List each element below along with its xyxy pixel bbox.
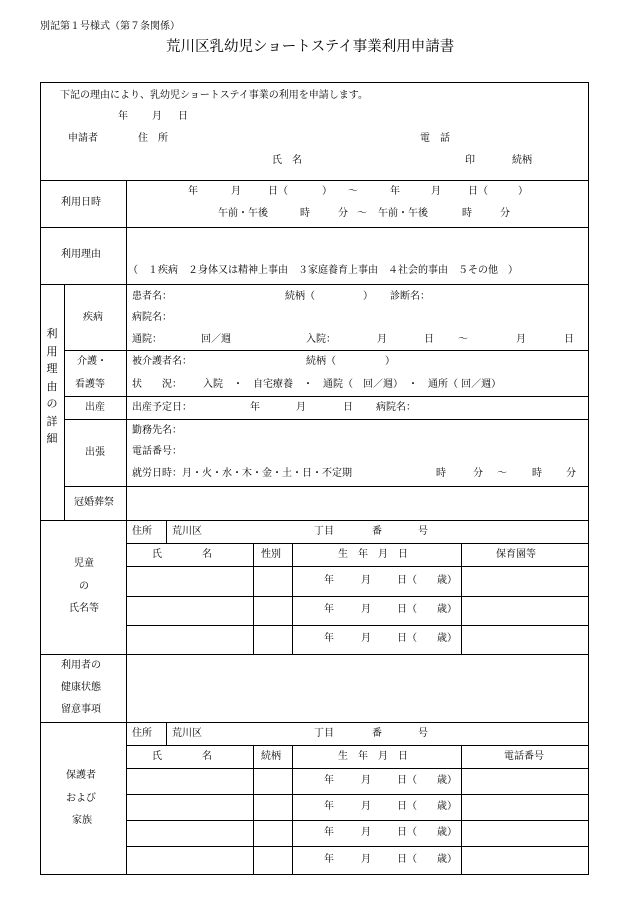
children-label-3: 氏名等	[69, 603, 99, 614]
health-label-1: 利用者の	[61, 660, 101, 671]
usage-year-a: 年	[188, 186, 198, 197]
usage-tilde-2: ～	[357, 208, 367, 219]
divider	[292, 745, 293, 875]
children-label-2: の	[79, 581, 89, 592]
guardians-chome: 丁目	[314, 728, 334, 739]
care-status-options: 入院 ・ 自宅療養 ・ 通院（ 回／週） ・ 通所（ 回／週）	[203, 379, 502, 390]
usage-day-b: 日（	[468, 186, 488, 197]
children-chome: 丁目	[314, 526, 334, 537]
usage-reason-label: 利用理由	[61, 249, 101, 260]
divider	[64, 396, 589, 397]
page-title: 荒川区乳幼児ショートステイ事業利用申請書	[166, 39, 455, 55]
patient-relation-close: ）	[363, 291, 373, 302]
work-hour-b: 時	[532, 468, 542, 479]
divider	[126, 566, 589, 567]
cared-name-label: 被介護者名：	[132, 356, 192, 367]
usage-day-a: 日（	[268, 186, 288, 197]
divider	[64, 419, 589, 420]
seal-label: 印	[465, 155, 475, 166]
phone-label: 電 話	[420, 133, 450, 144]
date-year-label: 年	[118, 111, 128, 122]
guardians-col-name: 氏 名	[152, 751, 212, 762]
relation-label: 続柄	[512, 155, 532, 166]
usage-hour-a: 時	[300, 208, 310, 219]
children-col-name: 氏 名	[152, 549, 212, 560]
work-min-a: 分	[473, 468, 483, 479]
diagnosis-label: 診断名：	[390, 291, 430, 302]
guardians-label-2: および	[66, 793, 96, 804]
guardians-ward: 荒川区	[172, 728, 202, 739]
work-tilde: ～	[497, 468, 507, 479]
care-label-1: 介護・	[77, 356, 107, 367]
children-ward: 荒川区	[172, 526, 202, 537]
admission-day-b: 日	[564, 334, 574, 345]
patient-name-label: 患者名：	[132, 291, 172, 302]
admission-tilde: ～	[458, 334, 468, 345]
usage-reason-options: （ １疾病 ２身体又は精神上事由 ３家庭養育上事由 ４社会的事由 ５その他 ）	[128, 265, 518, 276]
divider	[126, 846, 589, 847]
applicant-label: 申請者	[68, 133, 98, 144]
divider	[126, 794, 589, 795]
health-label-2: 健康状態	[61, 682, 101, 693]
divider	[126, 180, 127, 284]
usage-min-a: 分	[338, 208, 348, 219]
work-hour-a: 時	[436, 468, 446, 479]
divider	[40, 180, 589, 181]
divider	[64, 284, 65, 520]
children-ban: 番	[372, 526, 382, 537]
divider	[64, 486, 589, 487]
children-col-nursery: 保育園等	[496, 549, 536, 560]
outpatient-label: 通院：	[132, 334, 162, 345]
birth-label: 出産	[85, 402, 105, 413]
workplace-phone-label: 電話番号：	[132, 446, 182, 457]
usage-date-label: 利用日時	[61, 197, 101, 208]
ceremony-label: 冠婚葬祭	[74, 497, 114, 508]
divider	[166, 722, 167, 745]
address-label: 住 所	[138, 133, 168, 144]
date-day-label: 日	[178, 111, 188, 122]
due-month: 月	[296, 402, 306, 413]
cared-relation-label: 続柄（	[306, 356, 336, 367]
divider	[126, 284, 127, 875]
patient-relation-label: 続柄（	[285, 291, 315, 302]
workplace-label: 勤務先名：	[132, 425, 182, 436]
due-day: 日	[343, 402, 353, 413]
date-month-label: 月	[152, 111, 162, 122]
guardians-go: 号	[418, 728, 428, 739]
due-date-label: 出産予定日：	[132, 402, 192, 413]
divider	[40, 654, 589, 655]
usage-close-b: ）	[518, 186, 528, 197]
divider	[292, 543, 293, 654]
children-address-label: 住所	[132, 526, 152, 537]
usage-min-b: 分	[500, 208, 510, 219]
divider	[64, 350, 589, 351]
admission-day-a: 日	[424, 334, 434, 345]
usage-hour-b: 時	[462, 208, 472, 219]
due-year: 年	[250, 402, 260, 413]
usage-ampm-a: 午前・午後	[218, 208, 268, 219]
guardians-label-3: 家族	[72, 815, 92, 826]
health-label-3: 留意事項	[61, 704, 101, 715]
care-label-2: 看護等	[75, 379, 105, 390]
cared-relation-close: ）	[385, 356, 395, 367]
care-status-label: 状 況：	[132, 379, 182, 390]
children-go: 号	[418, 526, 428, 537]
admission-month-a: 月	[377, 334, 387, 345]
divider	[126, 768, 589, 769]
admission-month-b: 月	[516, 334, 526, 345]
divider	[166, 520, 167, 543]
usage-ampm-b: 午前・午後	[378, 208, 428, 219]
divider	[40, 284, 589, 285]
children-col-birth: 生 年 月 日	[338, 549, 408, 560]
usage-month-b: 月	[431, 186, 441, 197]
work-hours-label: 就労日時：月・火・水・木・金・土・日・不定期	[132, 468, 352, 479]
admission-label: 入院：	[306, 334, 336, 345]
form-number: 別記第１号様式（第７条関係）	[40, 21, 180, 32]
usage-close-a: ）	[322, 186, 332, 197]
outpatient-per-week: 回／週	[201, 334, 231, 345]
birth-hospital-label: 病院名：	[376, 402, 416, 413]
divider	[126, 596, 589, 597]
usage-month-a: 月	[231, 186, 241, 197]
guardians-label-1: 保護者	[66, 770, 96, 781]
divider	[40, 227, 589, 228]
details-side-label: 利 用 理 由 の 詳 細	[46, 327, 58, 445]
divider	[126, 625, 589, 626]
work-min-b: 分	[566, 468, 576, 479]
usage-year-b: 年	[390, 186, 400, 197]
children-col-sex: 性別	[261, 549, 281, 560]
divider	[253, 745, 254, 875]
guardians-col-phone: 電話番号	[504, 751, 544, 762]
intro-text: 下記の理由により、乳幼児ショートステイ事業の利用を申請します。	[60, 90, 368, 101]
divider	[126, 745, 589, 746]
divider	[461, 745, 462, 875]
divider	[126, 820, 589, 821]
divider	[40, 520, 589, 521]
guardians-ban: 番	[372, 728, 382, 739]
guardians-address-label: 住所	[132, 728, 152, 739]
divider	[40, 722, 589, 723]
guardians-col-birth: 生 年 月 日	[338, 751, 408, 762]
usage-tilde: ～	[348, 186, 358, 197]
name-label: 氏 名	[272, 155, 302, 166]
business-label: 出張	[85, 447, 105, 458]
children-label-1: 児童	[74, 558, 94, 569]
hospital-label: 病院名：	[132, 312, 172, 323]
guardians-col-relation: 続柄	[261, 751, 281, 762]
divider	[461, 543, 462, 654]
divider	[253, 543, 254, 654]
divider	[126, 543, 589, 544]
illness-label: 疾病	[83, 312, 103, 323]
